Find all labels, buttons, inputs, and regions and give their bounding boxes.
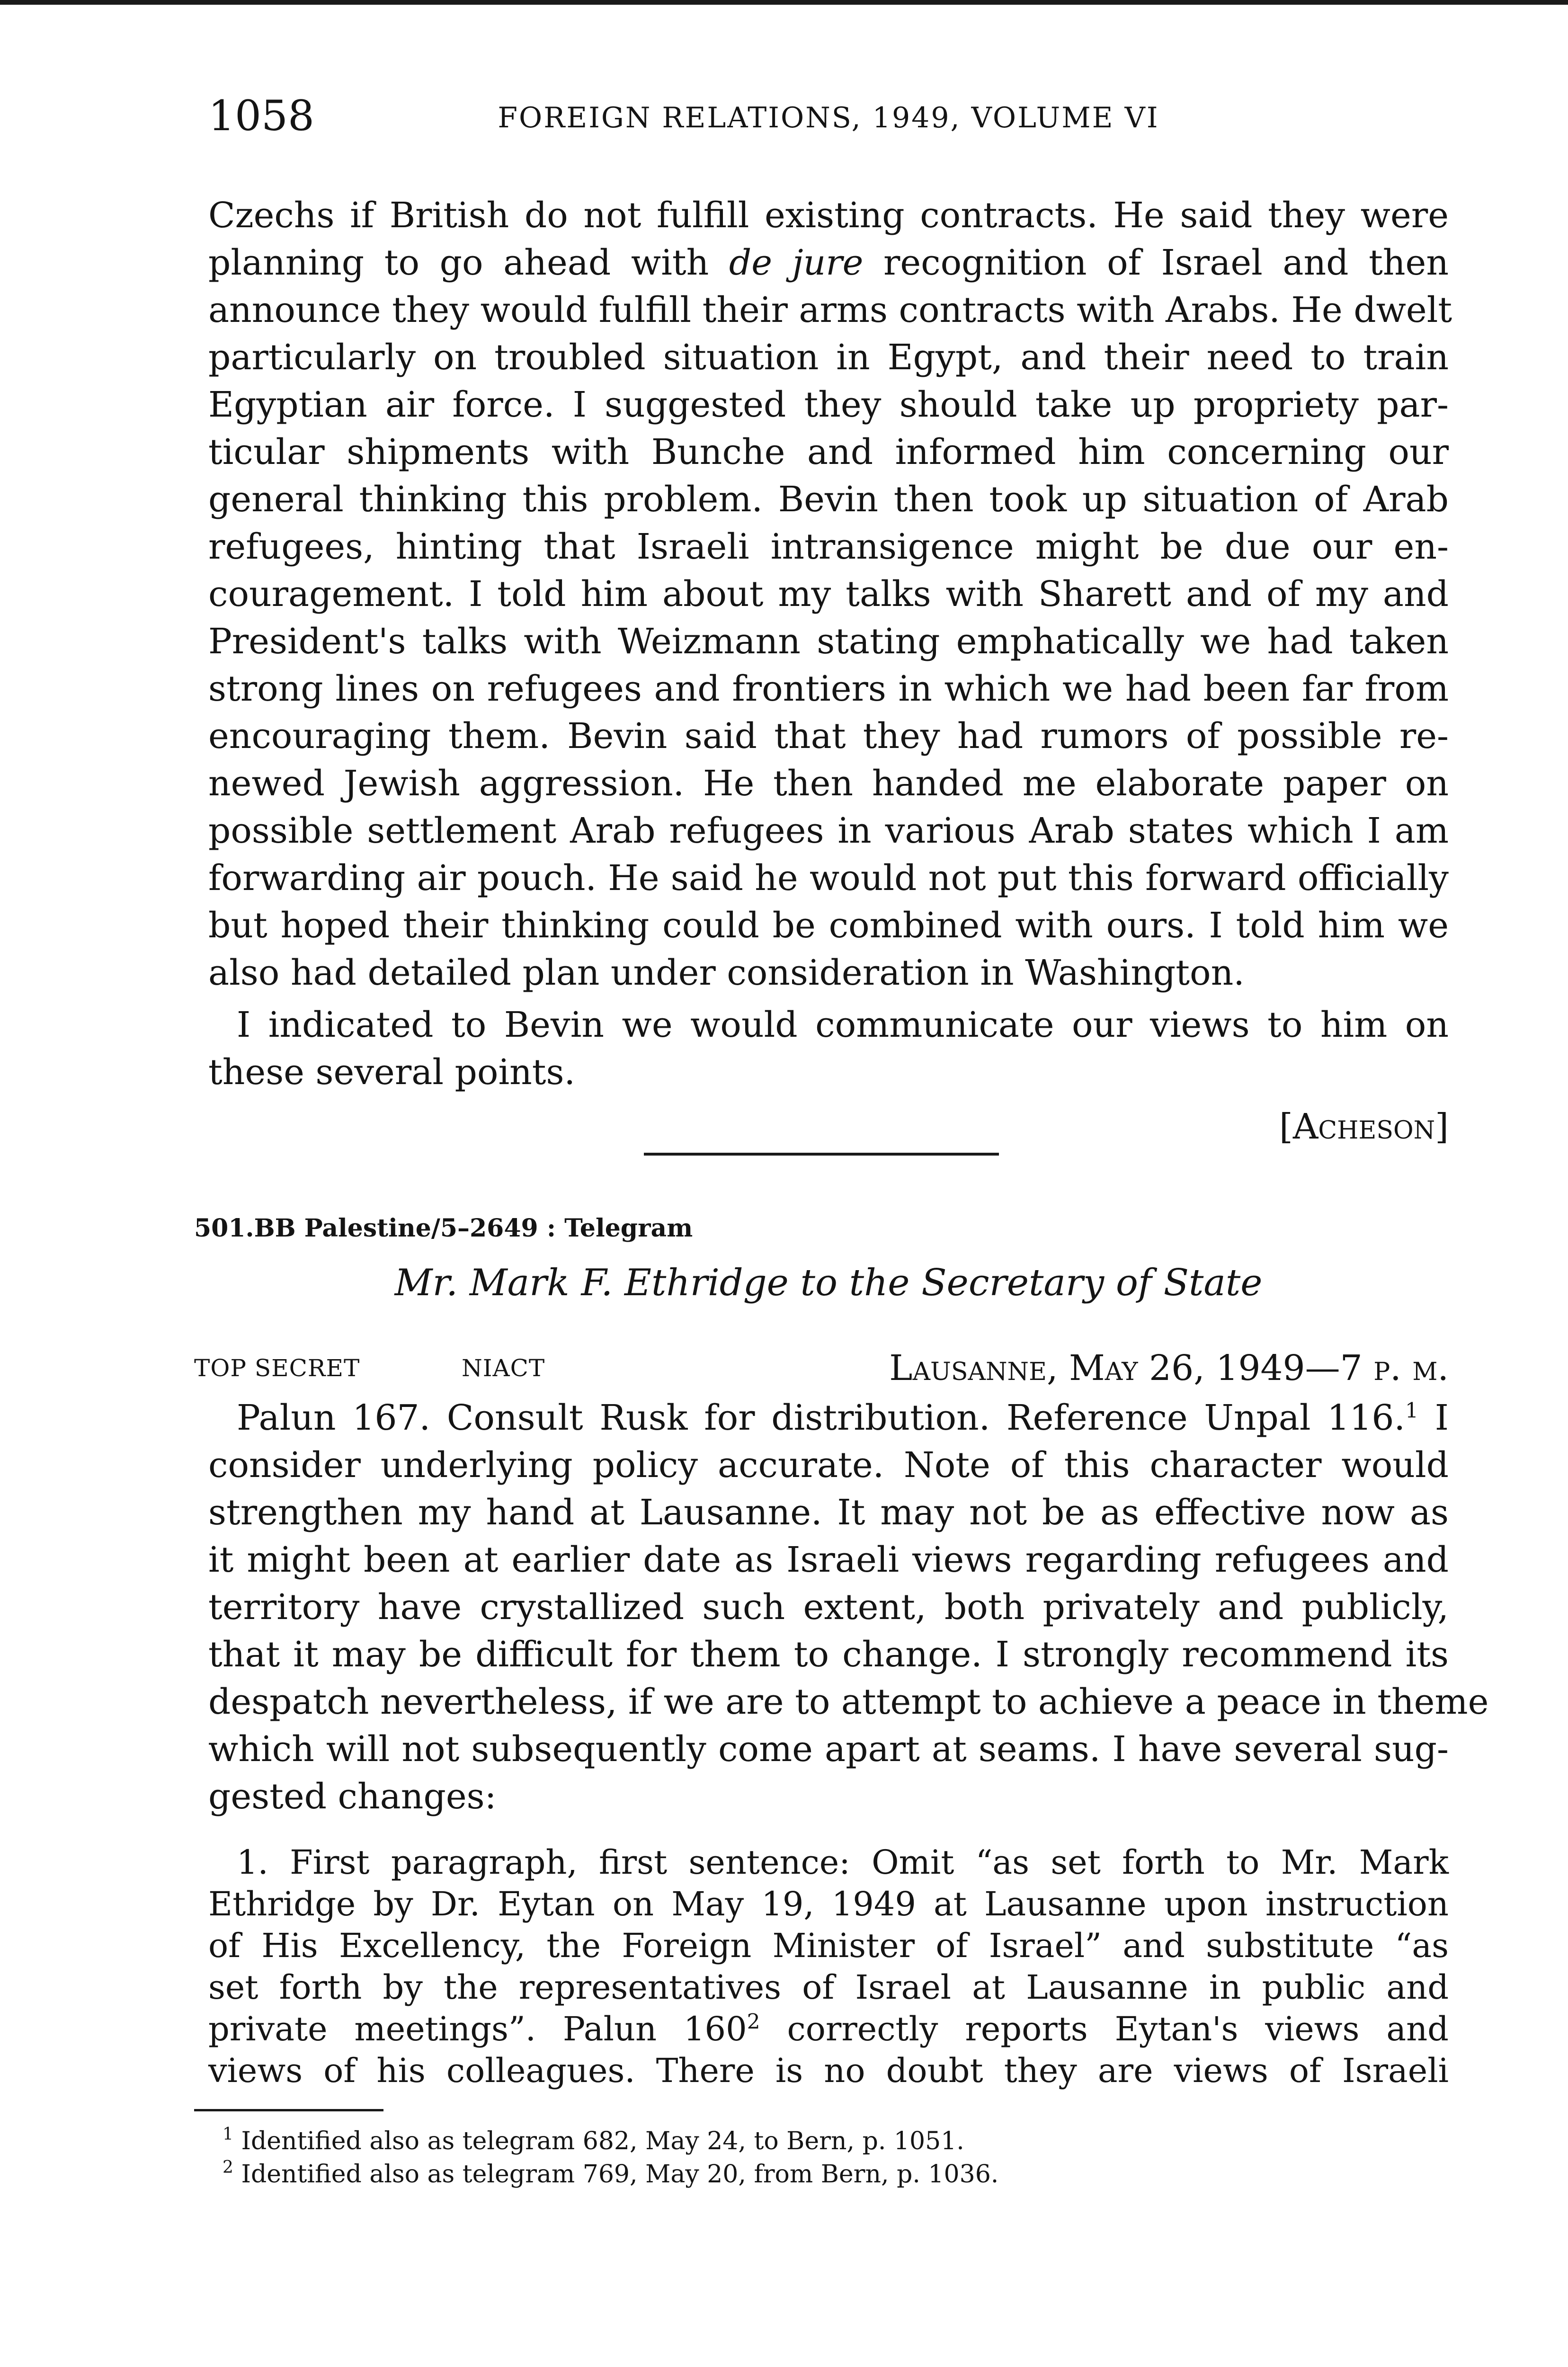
- text-line: also had detailed plan under consideration in Washington.: [208, 952, 1245, 993]
- precedence-label: NIACT: [462, 1354, 545, 1382]
- text-span: correctly reports Eytan's views and: [760, 2010, 1449, 2048]
- text-line: gested changes:: [208, 1776, 497, 1817]
- text-line: encouraging them. Bevin said that they had rumors of possible re-: [208, 716, 1449, 756]
- text-span: Palun 167. Consult Rusk for distribution. Reference Unpal 116.: [237, 1397, 1406, 1438]
- text-line: announce they would fulfill their arms contracts with Arabs. He dwelt: [208, 290, 1452, 330]
- text-line: President's talks with Weizmann stating emphatically we had taken: [208, 621, 1449, 662]
- text-line: Czechs if British do not fulfill existing contracts. He said they were: [208, 195, 1449, 236]
- footnote: [223, 2159, 998, 2190]
- text-line: consider underlying policy accurate. Note of this character would: [208, 1445, 1449, 1486]
- text-line: refugees, hinting that Israeli intransigence might be due our en-: [208, 526, 1449, 567]
- footnote-marker: 1: [1405, 1398, 1419, 1423]
- footnote-rule: [194, 2109, 383, 2111]
- text-line: forwarding air pouch. He said he would not put this forward officially: [208, 858, 1449, 899]
- document-title: Mr. Mark F. Ethridge to the Secretary of State: [394, 1262, 1263, 1304]
- page-number: 1058: [208, 91, 314, 140]
- section-divider: [644, 1153, 999, 1156]
- text-line: which will not subsequently come apart at seams. I have several sug-: [208, 1729, 1449, 1770]
- footnote-number: 2: [223, 2158, 233, 2177]
- text-line: despatch nevertheless, if we are to attempt to achieve a peace in theme: [208, 1682, 1489, 1722]
- text-line: territory have crystallized such extent, both privately and publicly,: [208, 1587, 1449, 1628]
- text-line: it might been at earlier date as Israeli views regarding refugees and: [208, 1539, 1449, 1580]
- dateline: Lausanne, May 26, 1949—7 p. m.: [889, 1348, 1449, 1388]
- text-line: set forth by the representatives of Israel at Lausanne in public and: [208, 1968, 1449, 2007]
- footnote-number: 1: [223, 2125, 233, 2144]
- text-span: private meetings”. Palun 160: [208, 2010, 747, 2048]
- text-line: general thinking this problem. Bevin then took up situation of Arab: [208, 479, 1449, 520]
- file-reference: 501.BB Palestine/5–2649 : Telegram: [194, 1214, 693, 1243]
- text-line: of His Excellency, the Foreign Minister of Israel” and substitute “as: [208, 1926, 1449, 1965]
- scan-top-edge: [0, 0, 1568, 5]
- text-line: newed Jewish aggression. He then handed me elaborate paper on: [208, 763, 1449, 804]
- text-line: [208, 2008, 1449, 2050]
- text-line: 1. First paragraph, first sentence: Omit “as set forth to Mr. Mark: [237, 1843, 1449, 1882]
- text-line: possible settlement Arab refugees in various Arab states which I am: [208, 810, 1449, 851]
- text-line: strengthen my hand at Lausanne. It may not be as effective now as: [208, 1492, 1449, 1533]
- text-line: planning to go ahead with de jure recognition of Israel and then: [208, 242, 1449, 283]
- text-line: Ethridge by Dr. Eytan on May 19, 1949 at Lausanne upon instruction: [208, 1885, 1449, 1923]
- text-line: Egyptian air force. I suggested they should take up propriety par-: [208, 384, 1449, 425]
- signature: [Acheson]: [1279, 1106, 1449, 1147]
- text-line: but hoped their thinking could be combined with ours. I told him we: [208, 905, 1449, 946]
- text-line: couragement. I told him about my talks with Sharett and of my and: [208, 574, 1449, 614]
- text-line: these several points.: [208, 1052, 576, 1093]
- italic-phrase: de jure: [729, 242, 864, 283]
- footnote-marker: 2: [747, 2010, 760, 2034]
- page-header: [208, 90, 1449, 147]
- text-line: I indicated to Bevin we would communicate our views to him on: [237, 1005, 1449, 1045]
- footnote: [223, 2126, 964, 2157]
- text-line: that it may be difficult for them to change. I strongly recommend its: [208, 1634, 1449, 1675]
- text-line: ticular shipments with Bunche and informed him concerning our: [208, 432, 1449, 472]
- classification-label: TOP SECRET: [194, 1354, 360, 1382]
- text-line: [237, 1394, 1449, 1442]
- footnote-text: Identified also as telegram 769, May 20, from Bern, p. 1036.: [241, 2160, 999, 2189]
- text-line: strong lines on refugees and frontiers in which we had been far from: [208, 668, 1449, 709]
- text-span: I: [1418, 1397, 1449, 1438]
- text-line: particularly on troubled situation in Egypt, and their need to train: [208, 337, 1449, 378]
- text-line: views of his colleagues. There is no doubt they are views of Israeli: [208, 2051, 1449, 2090]
- footnote-text: Identified also as telegram 682, May 24, to Bern, p. 1051.: [241, 2127, 964, 2155]
- running-head: FOREIGN RELATIONS, 1949, VOLUME VI: [498, 101, 1159, 134]
